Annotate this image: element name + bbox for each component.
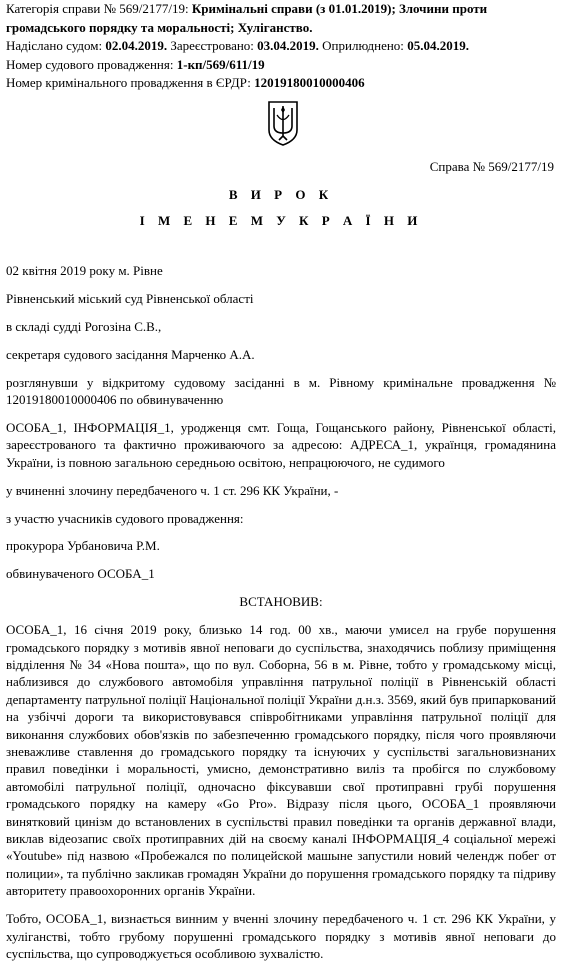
proceeding-label: Номер судового провадження:: [6, 56, 174, 72]
category-label: Категорія справи № 569/2177/19:: [6, 1, 189, 16]
tryzub-emblem: [266, 100, 300, 146]
erdr-value: 12019180010000406: [254, 75, 365, 90]
accused-paragraph: ОСОБА_1, ІНФОРМАЦІЯ_1, уродженця смт. Гоща, Гощанського району, Рівненської області, зареєстрованого та фактично проживаючого за адресою: АДРЕСА_1, українця, громадянина України, із повною загальною середньою освітою, непрацюючого, не судимого: [6, 419, 556, 470]
defendant-line: обвинуваченого ОСОБА_1: [6, 566, 155, 582]
document-body: [6, 262, 556, 973]
sent-value: 02.04.2019.: [105, 38, 168, 53]
document-header: [6, 0, 556, 93]
date-place: 02 квітня 2019 року м. Рівне: [6, 263, 163, 278]
published-value: 05.04.2019.: [407, 38, 469, 53]
judge-line: в складі судді Рогозіна С.В.,: [6, 318, 162, 334]
published-label: Оприлюднено:: [322, 38, 404, 53]
case-number: Справа № 569/2177/19: [429, 159, 554, 174]
category-value: Кримінальні справи (з 01.01.2019); Злочини проти громадського порядку та моральності; Хуліганство.: [6, 1, 488, 35]
charge-line: у вчиненні злочину передбаченого ч. 1 ст. 296 КК України, -: [6, 482, 339, 498]
proceeding-line: [6, 56, 556, 75]
sent-label: Надіслано судом:: [6, 38, 103, 53]
facts-paragraph: ОСОБА_1, 16 січня 2019 року, близько 14 год. 00 хв., маючи умисел на грубе порушення громадського порядку з мотивів явної неповаги до суспільства, знаходячись поблизу приміщення відділення № 34 «Нова пошта», що по вул. Соборна, 56 в м. Рівне, тобто у громадському місці, наблизився до службового автомобіля управління патрульної поліції в Рівненській області департаменту патрульної поліції Національної поліції України д.н.з. 3569, який був припаркований на узбіччі дороги та використовувався співробітниками управління патрульної поліції для виконання службових обов'язків по забезпеченню громадського порядку, після чого проявляючи зневажливе ставлення до громадського порядку та існуючих у суспільстві загальновизнаних правил поведінки і моральності, умисно, демонстративно виліз та пробігся по службовому автомобілі патрульної поліції, одночасно фіксувавши свої протиправні грубі порушення громадського порядку на камеру «Go Pro». Відразу після цього, ОСОБА_1 проявляючи винятковий цинізм до встановлених в суспільстві правил поведінки та органів державної влади, виклав відеозапис своїх протиправних дій на своєму каналі ІНФОРМАЦІЯ_4 соціальної мережі «Youtube» під назвою «Пробежался по полицейской машыне запустили новий челендж побег от полиции», та публічно закликав громадян України до порушення громадського порядку та підриву авторитету правоохоронних органів України.: [6, 622, 556, 899]
registered-value: 03.04.2019.: [257, 38, 319, 53]
erdr-label: Номер кримінального провадження в ЄРДР:: [6, 75, 251, 90]
court-name: Рівненський міський суд Рівненської області: [6, 290, 254, 306]
proceeding-value: 1-кп/569/611/19: [176, 56, 265, 72]
verdict-title: В И Р О К: [228, 187, 334, 202]
verdict-subtitle: І М Е Н Е М У К Р А Ї Н И: [139, 213, 423, 228]
prosecutor-line: прокурора Урбановича Р.М.: [6, 538, 160, 554]
dates-line: [6, 37, 556, 56]
proceeding-paragraph: розглянувши у відкритому судовому засіданні в м. Рівному кримінальне провадження № 12019180010000406 по обвинуваченню: [6, 374, 556, 408]
registered-label: Зареєстровано:: [170, 38, 254, 53]
erdr-line: [6, 74, 556, 93]
conclusion-paragraph: Тобто, ОСОБА_1, визнається винним у вченні злочину передбаченого ч. 1 ст. 296 КК України, у хуліганстві, тобто грубому порушенні громадського порядку з мотивів явної неповаги до суспільства, що супроводжується особливою зухвалістю.: [6, 911, 556, 961]
established-heading: ВСТАНОВИВ:: [239, 594, 323, 610]
category-line: [6, 0, 556, 37]
participants-line: з участю учасників судового провадження:: [6, 510, 244, 526]
secretary-line: секретаря судового засідання Марченко А.А.: [6, 346, 255, 362]
